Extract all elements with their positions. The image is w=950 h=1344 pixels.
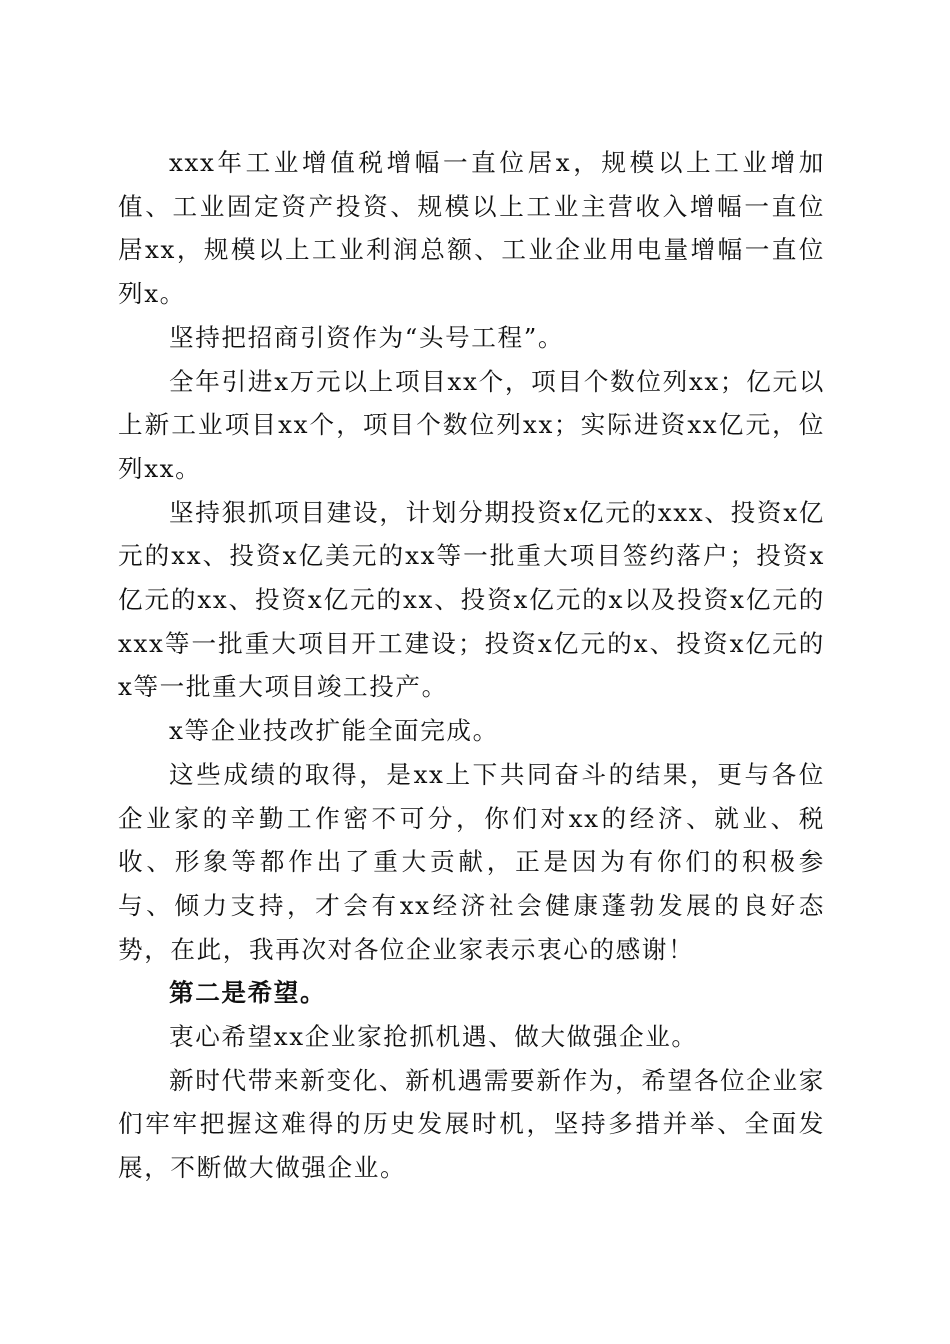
paragraph-projects-introduced: 全年引进x万元以上项目xx个，项目个数位列xx；亿元以上新工业项目xx个，项目个数位列xx；实际进资xx亿元，位列xx。	[118, 366, 825, 483]
paragraph-tech-upgrade: x等企业技改扩能全面完成。	[169, 716, 499, 746]
paragraph-new-era: 新时代带来新变化、新机遇需要新作为，希望各位企业家们牢牢把握这难得的历史发展时机，坚持多措并举、全面发展，不断做大做强企业。	[118, 1065, 825, 1183]
heading-second-hope: 第二是希望。	[169, 978, 327, 1008]
paragraph-investment-priority: 坚持把招商引资作为“头号工程”。	[169, 322, 565, 352]
paragraph-achievements-thanks: 这些成绩的取得，是xx上下共同奋斗的结果，更与各位企业家的辛勤工作密不可分，你们对xx的经济、就业、税收、形象等都作出了重大贡献，正是因为有你们的积极参与、倾力支持，才会有xx经济社会健康蓬勃发展的良好态势，在此，我再次对各位企业家表示衷心的感谢！	[118, 759, 825, 964]
paragraph-hope-entrepreneurs: 衷心希望xx企业家抢抓机遇、做大做强企业。	[169, 1022, 698, 1052]
paragraph-project-construction: 坚持狠抓项目建设，计划分期投资x亿元的xxx、投资x亿元的xx、投资x亿美元的xx等一批重大项目签约落户；投资x亿元的xx、投资x亿元的xx、投资x亿元的x以及投资x亿元的xxx等一批重大项目开工建设；投资x亿元的x、投资x亿元的x等一批重大项目竣工投产。	[118, 497, 825, 702]
document-body	[118, 141, 825, 1190]
paragraph-industry-growth: xxx年工业增值税增幅一直位居x，规模以上工业增加值、工业固定资产投资、规模以上工业主营收入增幅一直位居xx，规模以上工业利润总额、工业企业用电量增幅一直位列x。	[118, 148, 825, 309]
